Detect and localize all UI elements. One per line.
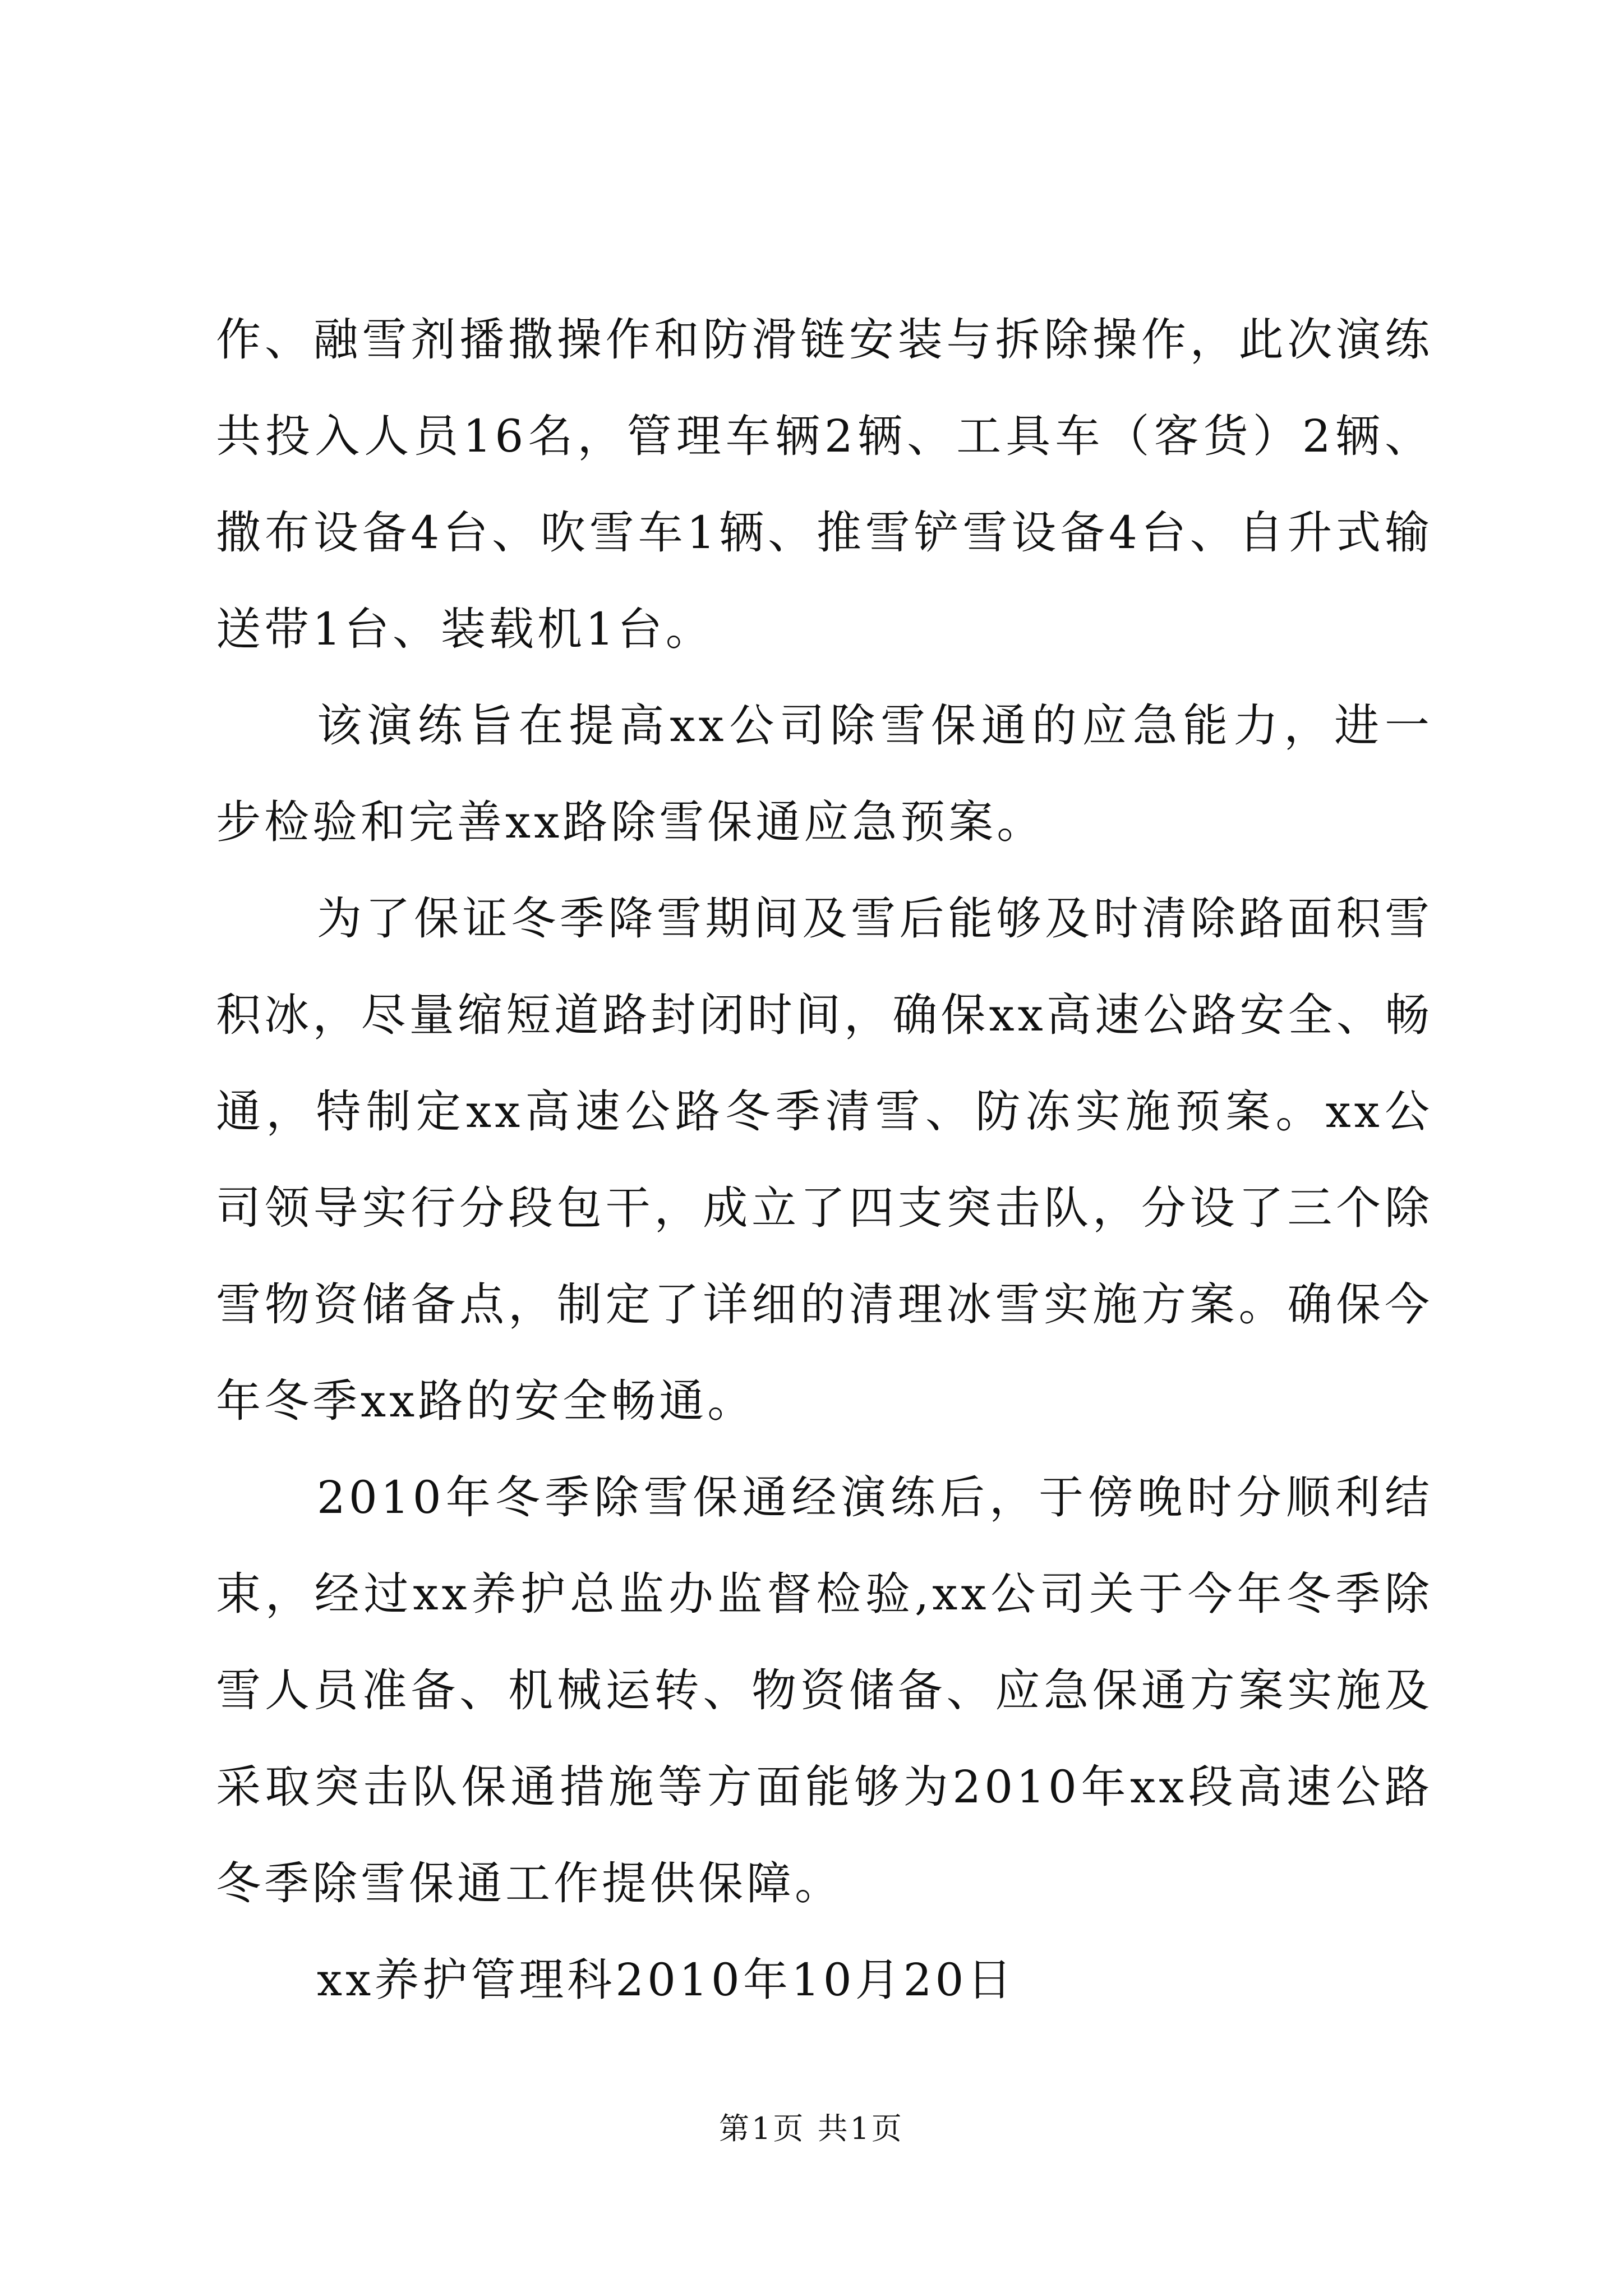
paragraph-drill-purpose: 该演练旨在提高xx公司除雪保通的应急能力，进一步检验和完善xx路除雪保通应急预案。	[216, 700, 1433, 848]
paragraph-continuation: 作、融雪剂播撒操作和防滑链安装与拆除操作，此次演练共投入人员16名，管理车辆2辆、工具车（客货）2辆、撒布设备4台、吹雪车1辆、推雪铲雪设备4台、自升式输送带1台、装载机1台。	[216, 314, 1433, 655]
signature-line: xx养护管理科2010年10月20日	[317, 1954, 1016, 2006]
document-body	[216, 292, 1433, 2028]
paragraph-winter-plan: 为了保证冬季降雪期间及雪后能够及时清除路面积雪积冰，尽量缩短道路封闭时间，确保xx高速公路安全、畅通，特制定xx高速公路冬季清雪、防冻实施预案。xx公司领导实行分段包干，成立了四支突击队，分设了三个除雪物资储备点，制定了详细的清理冰雪实施方案。确保今年冬季xx路的安全畅通。	[216, 892, 1433, 1427]
paragraph-drill-result: 2010年冬季除雪保通经演练后，于傍晚时分顺利结束，经过xx养护总监办监督检验,xx公司关于今年冬季除雪人员准备、机械运转、物资储备、应急保通方案实施及采取突击队保通措施等方面能够为2010年xx段高速公路冬季除雪保通工作提供保障。	[216, 1471, 1433, 1910]
page-number-footer: 第1页 共1页	[719, 2111, 904, 2146]
